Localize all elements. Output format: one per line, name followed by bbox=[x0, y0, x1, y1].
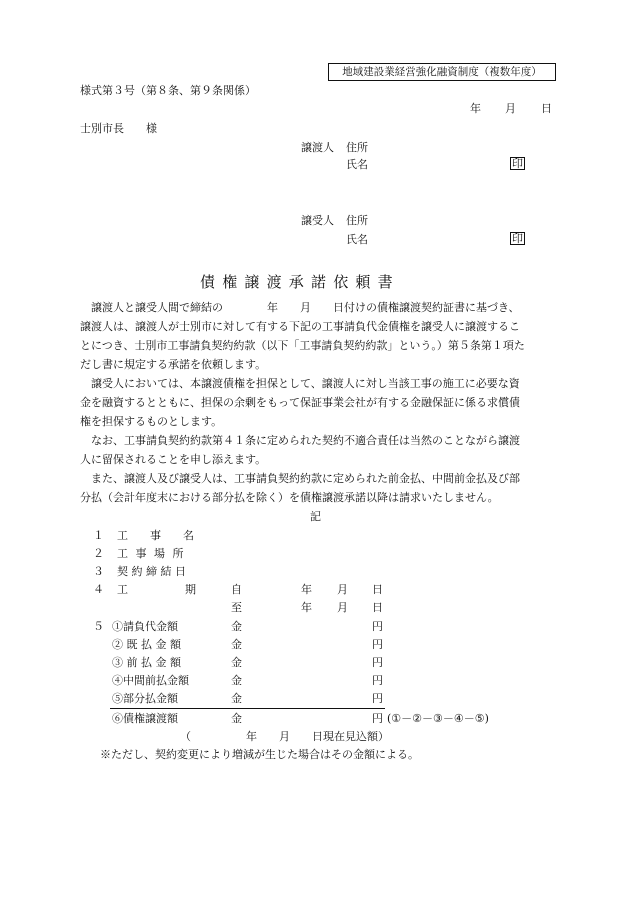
date-day: 日 bbox=[541, 102, 552, 115]
amount-kin: 金 bbox=[231, 712, 242, 725]
item-4-label-a: 工 bbox=[117, 583, 128, 596]
amount-label: ② 既 払 金 額 bbox=[112, 638, 181, 651]
item-5-number: ５ bbox=[93, 620, 104, 633]
p1-line: とにつき、士別市工事請負契約約款（以下「工事請負契約約款」という。）第５条第１項た bbox=[80, 339, 525, 352]
period-from-day: 日 bbox=[372, 583, 383, 596]
period-from-year: 年 bbox=[301, 583, 312, 596]
period-to: 至 bbox=[231, 601, 242, 614]
amount-yen: 円 bbox=[372, 638, 383, 651]
assignee-seal: 印 bbox=[512, 232, 523, 245]
amount-label: ③ 前 払 金 額 bbox=[112, 656, 181, 669]
p1-line: 譲渡人は、譲渡人が士別市に対して有する下記の工事請負代金債権を譲受人に譲渡するこ bbox=[80, 320, 520, 333]
p4-line: 分払（会計年度末における部分払を除く）を債権譲渡承諾以降は請求いたしません。 bbox=[80, 491, 499, 504]
amount-kin: 金 bbox=[231, 674, 242, 687]
addressee: 士別市長 様 bbox=[80, 122, 157, 135]
period-to-month: 月 bbox=[337, 601, 348, 614]
amount-yen: 円 bbox=[372, 674, 383, 687]
amount-yen: 円 bbox=[372, 620, 383, 633]
p3-line: なお、工事請負契約約款第４１条に定められた契約不適合責任は当然のことながら譲渡 bbox=[80, 434, 520, 447]
date-year: 年 bbox=[470, 102, 481, 115]
p4-line: また、譲渡人及び譲受人は、工事請負契約約款に定められた前金払、中間前金払及び部 bbox=[80, 472, 520, 485]
assignee-role: 譲受人 bbox=[301, 214, 334, 227]
amount-label: ⑥債権譲渡額 bbox=[112, 712, 178, 725]
p1-line: 譲渡人と譲受人間で締結の 年 月 日付けの債権譲渡契約証書に基づき、 bbox=[80, 301, 520, 314]
page-title: 債権譲渡承諾依頼書 bbox=[200, 273, 400, 291]
item-3-number: ３ bbox=[93, 565, 104, 578]
amount-yen: 円 bbox=[372, 656, 383, 669]
p2-line: 権を担保するものとします。 bbox=[80, 415, 223, 428]
amount-kin: 金 bbox=[231, 638, 242, 651]
period-from-month: 月 bbox=[337, 583, 348, 596]
assignor-name-label: 氏名 bbox=[346, 158, 368, 171]
period-to-year: 年 bbox=[301, 601, 312, 614]
item-1-label: 工 事 名 bbox=[117, 529, 194, 542]
item-3-label: 契 約 締 結 日 bbox=[117, 565, 186, 578]
amount-label: ⑤部分払金額 bbox=[112, 692, 178, 705]
amount-kin: 金 bbox=[231, 620, 242, 633]
assignor-seal: 印 bbox=[512, 157, 523, 170]
p3-line: 人に留保されることを申し添えます。 bbox=[80, 453, 267, 466]
amount-label: ④中間前払金額 bbox=[112, 674, 189, 687]
as-of-note: （ 年 月 日現在見込額） bbox=[180, 730, 389, 743]
paragraph-1 bbox=[80, 302, 525, 511]
amount-formula: (①－②－③－④－⑤) bbox=[387, 712, 489, 725]
amount-yen: 円 bbox=[372, 712, 383, 725]
ki-heading: 記 bbox=[310, 510, 321, 523]
assignee-name-label: 氏名 bbox=[346, 233, 368, 246]
amount-yen: 円 bbox=[372, 692, 383, 705]
p2-line: 譲受人においては、本譲渡債権を担保として、譲渡人に対し当該工事の施工に必要な資 bbox=[80, 377, 520, 390]
item-1-number: １ bbox=[93, 529, 104, 542]
period-to-day: 日 bbox=[372, 601, 383, 614]
sum-rule bbox=[110, 708, 385, 709]
item-4-number: ４ bbox=[93, 583, 104, 596]
footnote: ※ただし、契約変更により増減が生じた場合はその金額による。 bbox=[100, 748, 419, 761]
amount-kin: 金 bbox=[231, 692, 242, 705]
item-4-label-b: 期 bbox=[185, 583, 196, 596]
assignee-address-label: 住所 bbox=[346, 214, 368, 227]
date-month: 月 bbox=[505, 102, 516, 115]
assignor-address-label: 住所 bbox=[346, 141, 368, 154]
item-2-label: 工 事 場 所 bbox=[117, 547, 186, 560]
form-number: 様式第３号（第８条、第９条関係） bbox=[80, 84, 256, 97]
p1-line: だし書に規定する承諾を依頼します。 bbox=[80, 358, 267, 371]
amount-label: ①請負代金額 bbox=[112, 620, 178, 633]
p2-line: 金を融資するとともに、担保の余剰をもって保証事業会社が有する金融保証に係る求償債 bbox=[80, 396, 520, 409]
item-2-number: ２ bbox=[93, 547, 104, 560]
amount-kin: 金 bbox=[231, 656, 242, 669]
assignor-role: 譲渡人 bbox=[301, 141, 334, 154]
period-from: 自 bbox=[231, 583, 242, 596]
program-box: 地域建設業経営強化融資制度（複数年度） bbox=[328, 63, 556, 81]
